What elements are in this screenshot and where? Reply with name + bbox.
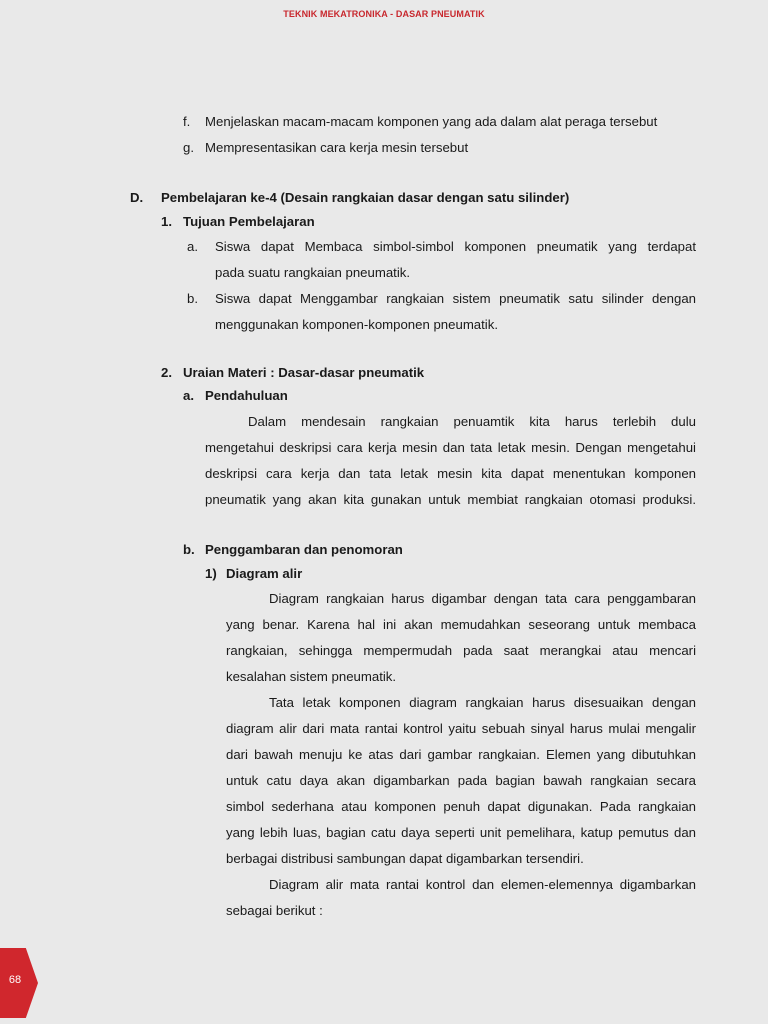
para2-line-2: diagram alir dari mata rantai kontrol yaitu sebuah sinyal harus mulai mengalir [226, 721, 696, 736]
para1-line-2: yang benar. Karena hal ini akan memudahkan seseorang untuk membaca [226, 617, 696, 632]
list-marker-g: g. [183, 140, 194, 155]
para2-line-3: dari bawah menuju ke atas dari gambar rangkaian. Elemen yang dibutuhkan [226, 747, 696, 762]
para2-line-4: untuk catu daya akan digambarkan pada bagian bawah rangkaian secara [226, 773, 696, 788]
sub1-marker: 1. [161, 214, 172, 229]
objective-a-line1: Siswa dapat Membaca simbol-simbol komponen pneumatik yang terdapat [215, 239, 696, 254]
pendahuluan-line-3: deskripsi cara kerja dan tata letak mesin kita dapat menentukan komponen [205, 466, 696, 481]
para1-line-1: Diagram rangkaian harus digambar dengan tata cara penggambaran [269, 591, 696, 606]
para2-line-6: yang lebih luas, bagian catu daya seperti unit pemelihara, katup pemutus dan [226, 825, 696, 840]
objective-a-line2: pada suatu rangkaian pneumatik. [215, 265, 411, 280]
para2-line-5: simbol sederhana atau komponen penuh dapat digunakan. Pada rangkaian [226, 799, 696, 814]
page-number: 68 [8, 974, 22, 986]
diagram-alir-marker: 1) [205, 566, 217, 581]
objective-b-line2: menggunakan komponen-komponen pneumatik. [215, 317, 498, 332]
pendahuluan-title: Pendahuluan [205, 388, 288, 403]
list-item-g: Mempresentasikan cara kerja mesin tersebut [205, 140, 469, 155]
pendahuluan-line-4: pneumatik yang akan kita gunakan untuk membiat rangkaian otomasi produksi. [205, 492, 696, 507]
running-header: TEKNIK MEKATRONIKA - DASAR PNEUMATIK [283, 9, 485, 19]
para3-line-1: Diagram alir mata rantai kontrol dan elemen-elemennya digambarkan [269, 877, 696, 892]
list-item-f: Menjelaskan macam-macam komponen yang ada dalam alat peraga tersebut [205, 114, 658, 129]
para3-line-2: sebagai berikut : [226, 903, 323, 918]
para2-line-1: Tata letak komponen diagram rangkaian harus disesuaikan dengan [269, 695, 696, 710]
diagram-alir-title: Diagram alir [226, 566, 303, 581]
objective-b-line1: Siswa dapat Menggambar rangkaian sistem pneumatik satu silinder dengan [215, 291, 696, 306]
para1-line-3: rangkaian, sehingga mempermudah pada saat merangkai atau mencari [226, 643, 696, 658]
objective-b-marker: b. [187, 291, 198, 306]
section-d-marker: D. [130, 190, 144, 205]
para1-line-4: kesalahan sistem pneumatik. [226, 669, 397, 684]
pendahuluan-line-1: Dalam mendesain rangkaian penuamtik kita harus terlebih dulu [248, 414, 696, 429]
list-marker-f: f. [183, 114, 191, 129]
penggambaran-marker: b. [183, 542, 195, 557]
para2-line-7: berbagai distribusi sambungan dapat digambarkan tersendiri. [226, 851, 584, 866]
penggambaran-title: Penggambaran dan penomoran [205, 542, 403, 557]
pendahuluan-line-2: mengetahui deskripsi cara kerja mesin dan tata letak mesin. Dengan mengetahui [205, 440, 696, 455]
objective-a-marker: a. [187, 239, 198, 254]
section-d-title: Pembelajaran ke-4 (Desain rangkaian dasar dengan satu silinder) [161, 190, 570, 205]
sub1-title: Tujuan Pembelajaran [183, 214, 315, 229]
sub2-title: Uraian Materi : Dasar-dasar pneumatik [183, 365, 425, 380]
pendahuluan-marker: a. [183, 388, 194, 403]
sub2-marker: 2. [161, 365, 172, 380]
